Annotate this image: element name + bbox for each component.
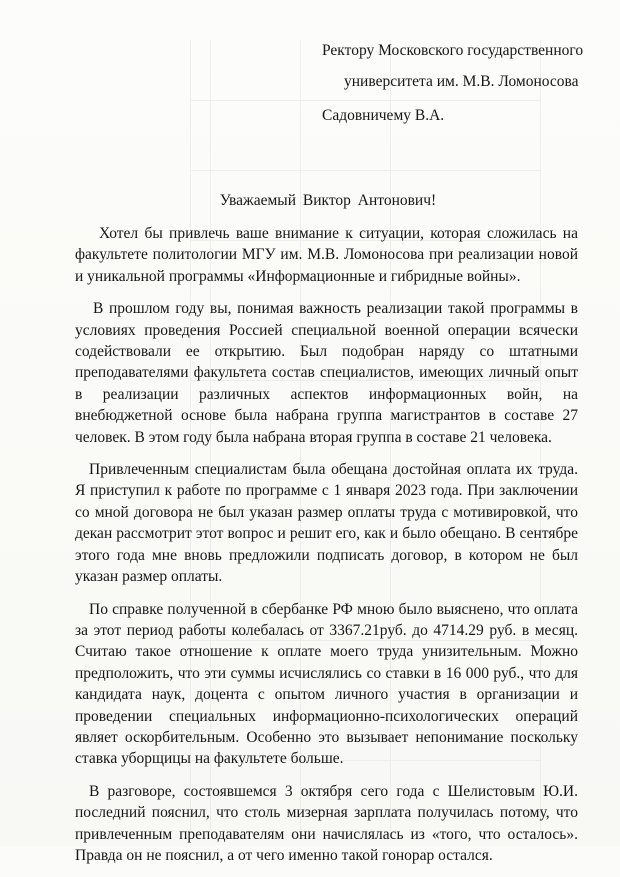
salutation: Уважаемый Виктор Антонович! [219, 192, 437, 209]
paragraph: Хотел бы привлечь ваше внимание к ситуации, которая сложилась на факультете политологии МГУ им. М.В. Ломоносова при реализации новой и уникальной программы «Информационные и гибридные войны». [75, 225, 578, 285]
paragraph: В разговоре, состоявшемся 3 октября сего года с Шелистовым Ю.И. последний пояснил, что столь мизерная зарплата получилась потому, что привлеченным преподавателям они начислялась из «того, что осталось». Правда он не пояснил, а от чего именно такой гонорар остался. [75, 782, 578, 864]
letter-body [75, 223, 578, 877]
addressee-block [322, 35, 583, 131]
addressee-name: Садовничему В.А. [322, 107, 445, 124]
paragraph: В прошлом году вы, понимая важность реализации такой программы в условиях проведения Россией специальной военной операции всячески содействовали ее открытию. Был подобран наряду со штатными преподавателями факультета состав специалистов, имеющих личный опыт в реализации различных аспектов информационных войн, на внебюджетной основе была набрана группа магистрантов в составе 27 человек. В этом году была набрана вторая группа в составе 21 человека. [75, 300, 578, 446]
addressee-title: Ректору Московского государственного [322, 42, 584, 59]
addressee-university: университета им. М.В. Ломоносова [344, 73, 579, 90]
paragraph: Привлеченным специалистам была обещана достойная оплата их труда. Я приступил к работе по программе с 1 января 2023 года. При заключении со мной договора не был указан размер оплаты труда с мотивировкой, что декан рассмотрит этот вопрос и решит его, как и было обещано. В сентябре этого года мне вновь предложили подписать договор, в котором не был указан размер оплаты. [75, 461, 578, 586]
paragraph: По справке полученной в сбербанке РФ мною было выяснено, что оплата за этот период работы колебалась от 3367.21руб. до 4714.29 руб. в месяц. Считаю такое отношение к оплате моего труда унизительным. Можно предположить, что эти суммы исчислялись со ставки в 16 000 руб., что для кандидата наук, доцента с опытом личного участия в организации и проведении специальных информационно-психологических операций являет оскорбительным. Особенно это вызывает непонимание поскольку ставка уборщицы на факультете больше. [75, 600, 578, 768]
